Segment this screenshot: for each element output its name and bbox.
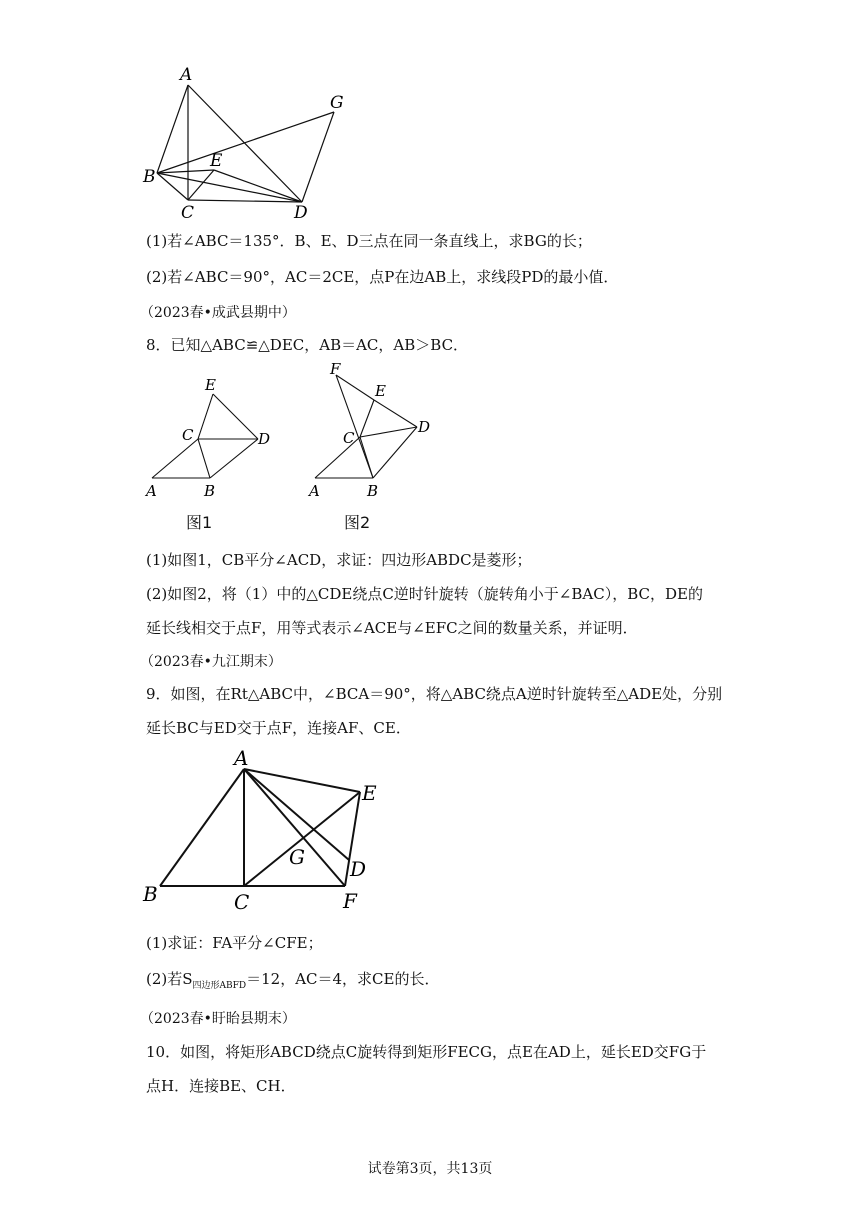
label-G: G bbox=[289, 845, 305, 869]
figure-q9 bbox=[140, 745, 390, 915]
q10-stem-line1: 10．如图，将矩形ABCD绕点C旋转得到矩形FECG，点E在AD上，延长ED交FG于 bbox=[146, 1043, 707, 1061]
q9-part1: (1)求证：FA平分∠CFE； bbox=[146, 934, 323, 952]
label-B: B bbox=[367, 482, 379, 500]
label-B: B bbox=[143, 167, 156, 187]
label-F: F bbox=[343, 889, 357, 913]
label-G: G bbox=[330, 93, 344, 113]
figure-q8-1 bbox=[140, 375, 280, 500]
q9-stem-line1: 9．如图，在Rt△ABC中，∠BCA＝90°，将△ABC绕点A逆时针旋转至△ADE处，分别 bbox=[146, 685, 723, 703]
label-C: C bbox=[182, 426, 194, 444]
q10-stem-line2: 点H．连接BE、CH． bbox=[146, 1077, 296, 1095]
label-D: D bbox=[258, 430, 271, 448]
label-B: B bbox=[143, 882, 158, 906]
q9-part2-prefix: (2)若S bbox=[146, 970, 193, 988]
q7-part2: (2)若∠ABC＝90°，AC＝2CE，点P在边AB上，求线段PD的最小值． bbox=[146, 268, 619, 286]
q8-part2-line2: 延长线相交于点F，用等式表示∠ACE与∠EFC之间的数量关系，并证明． bbox=[146, 619, 638, 637]
label-A: A bbox=[309, 482, 320, 500]
label-E: E bbox=[375, 382, 386, 400]
q9-part2 bbox=[146, 968, 439, 991]
label-E: E bbox=[210, 151, 223, 171]
source-q10: （2023春•盱眙县期末） bbox=[140, 1011, 296, 1027]
label-E: E bbox=[205, 376, 216, 394]
label-C: C bbox=[234, 890, 250, 914]
figure-q7 bbox=[140, 62, 370, 222]
q7-part1: (1)若∠ABC＝135°．B、E、D三点在同一条直线上，求BG的长； bbox=[146, 232, 592, 250]
label-A: A bbox=[234, 746, 249, 770]
q9-part2-suffix: ＝12，AC＝4，求CE的长． bbox=[246, 970, 440, 988]
source-q8: （2023春•成武县期中） bbox=[140, 305, 296, 321]
figure-q8-2 bbox=[300, 360, 445, 500]
figure-caption-2: 图2 bbox=[344, 513, 371, 532]
q8-part1: (1)如图1，CB平分∠ACD，求证：四边形ABDC是菱形； bbox=[146, 551, 532, 569]
label-D: D bbox=[350, 857, 367, 881]
label-D: D bbox=[418, 418, 431, 436]
q8-part2-line1: (2)如图2，将（1）中的△CDE绕点C逆时针旋转（旋转角小于∠BAC），BC，DE的 bbox=[146, 585, 703, 603]
figure-caption-1: 图1 bbox=[186, 513, 213, 532]
label-A: A bbox=[180, 65, 193, 85]
label-C: C bbox=[181, 203, 195, 222]
label-F: F bbox=[330, 360, 341, 378]
label-D: D bbox=[294, 203, 308, 222]
label-C: C bbox=[343, 429, 355, 447]
q9-part2-subscript: 四边形ABFD bbox=[192, 981, 247, 991]
page-footer: 试卷第3页，共13页 bbox=[367, 1161, 493, 1177]
q9-stem-line2: 延长BC与ED交于点F，连接AF、CE． bbox=[146, 719, 411, 737]
label-B: B bbox=[204, 482, 216, 500]
q8-stem: 8．已知△ABC≌△DEC，AB＝AC，AB＞BC． bbox=[146, 336, 469, 354]
label-E: E bbox=[362, 781, 377, 805]
source-q9: （2023春•九江期末） bbox=[140, 654, 282, 670]
label-A: A bbox=[146, 482, 157, 500]
